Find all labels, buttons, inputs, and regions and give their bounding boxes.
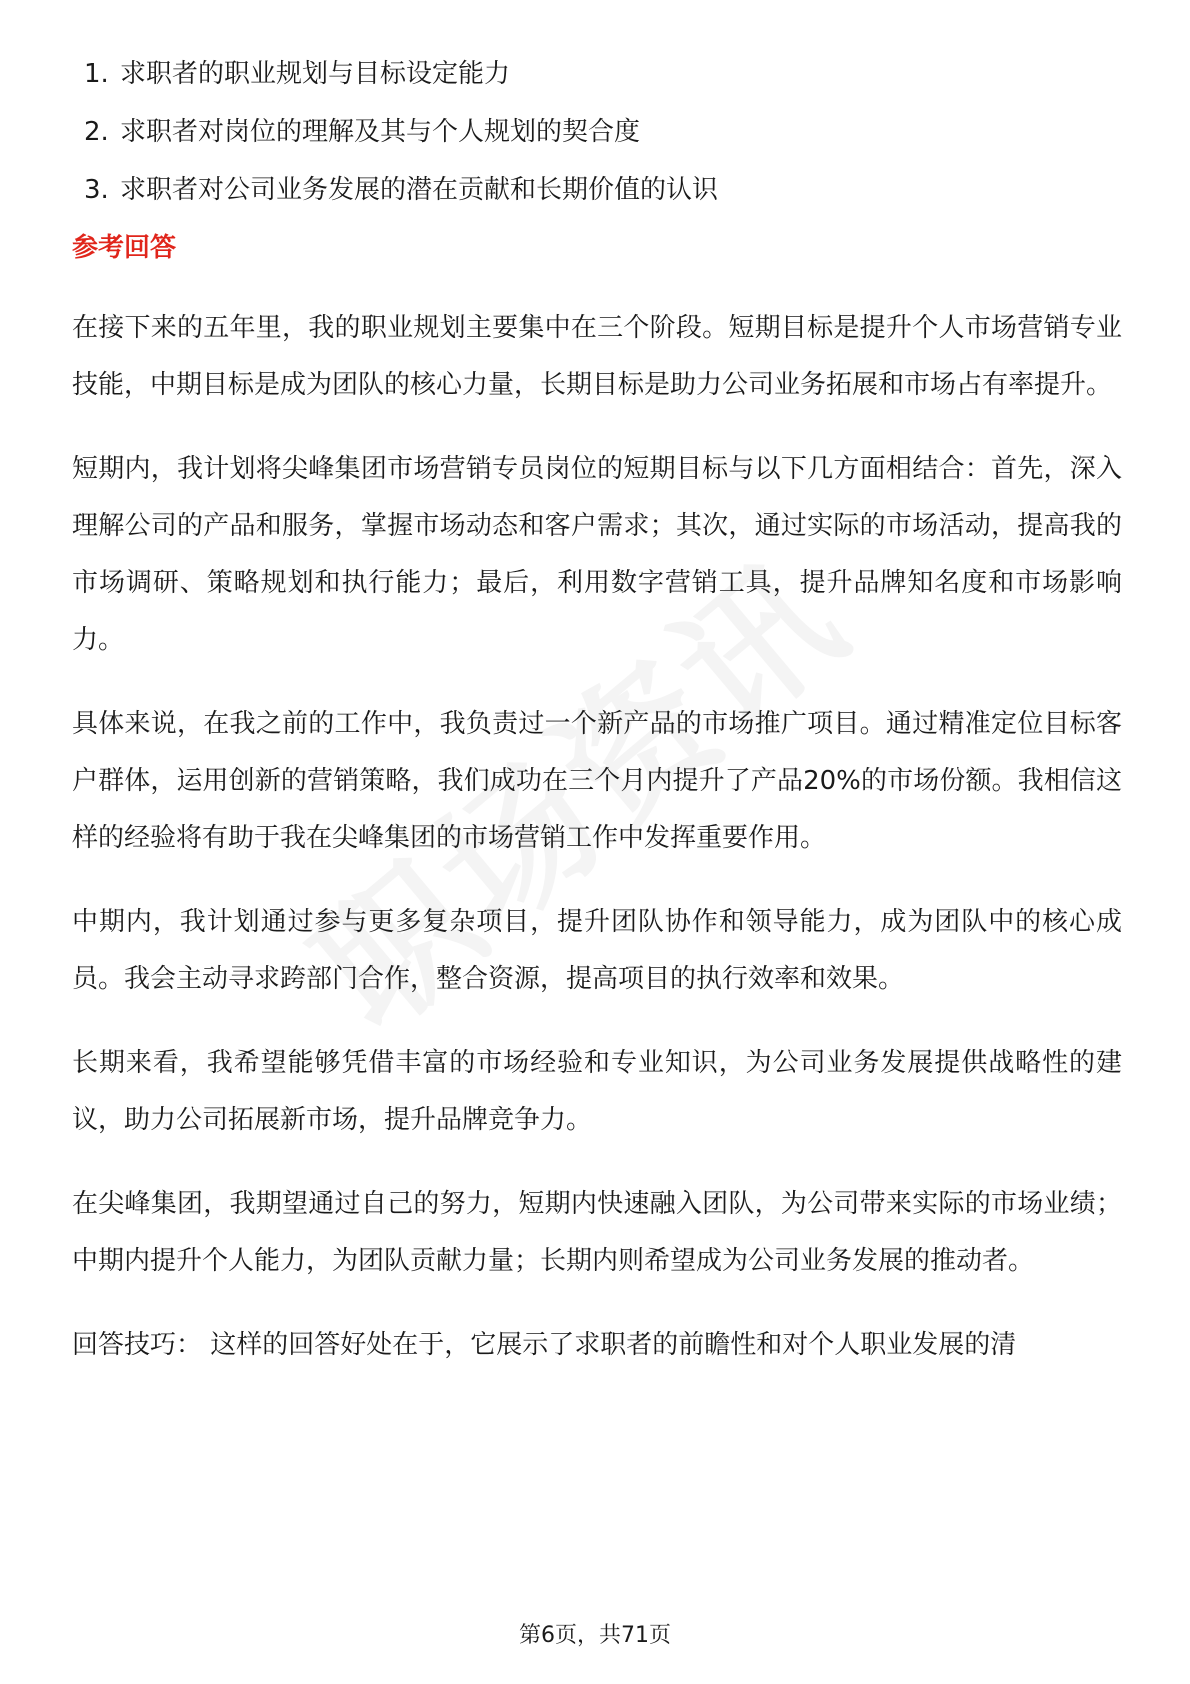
paragraph: 中期内，我计划通过参与更多复杂项目，提升团队协作和领导能力，成为团队中的核心成员。我会主动寻求跨部门合作，整合资源，提高项目的执行效率和效果。 [72,907,1122,994]
answer-tips-paragraph: 回答技巧： 这样的回答好处在于，它展示了求职者的前瞻性和对个人职业发展的清 [72,1330,1017,1360]
document-body [72,58,1122,1401]
list-item [72,58,1122,90]
paragraph: 具体来说，在我之前的工作中，我负责过一个新产品的市场推广项目。通过精准定位目标客户群体，运用创新的营销策略，我们成功在三个月内提升了产品20%的市场份额。我相信这样的经验将有助于我在尖峰集团的市场营销工作中发挥重要作用。 [72,709,1122,853]
paragraph: 长期来看，我希望能够凭借丰富的市场经验和专业知识，为公司业务发展提供战略性的建议，助力公司拓展新市场，提升品牌竞争力。 [72,1048,1122,1135]
list-item [72,174,1122,206]
list-item-text: 求职者对公司业务发展的潜在贡献和长期价值的认识 [120,175,719,205]
list-item-number: 1. [84,59,109,89]
list-item-text: 求职者的职业规划与目标设定能力 [120,59,511,89]
paragraph: 在接下来的五年里，我的职业规划主要集中在三个阶段。短期目标是提升个人市场营销专业技能，中期目标是成为团队的核心力量，长期目标是助力公司业务拓展和市场占有率提升。 [72,313,1122,400]
evaluation-points-list [72,58,1122,206]
list-item-number: 2. [84,117,109,147]
page-footer: 第6页，共71页 [519,1623,671,1648]
paragraph: 短期内，我计划将尖峰集团市场营销专员岗位的短期目标与以下几方面相结合：首先，深入理解公司的产品和服务，掌握市场动态和客户需求；其次，通过实际的市场活动，提高我的市场调研、策略规划和执行能力；最后，利用数字营销工具，提升品牌知名度和市场影响力。 [72,454,1122,655]
list-item-text: 求职者对岗位的理解及其与个人规划的契合度 [120,117,641,147]
paragraph: 在尖峰集团，我期望通过自己的努力，短期内快速融入团队，为公司带来实际的市场业绩；中期内提升个人能力，为团队贡献力量；长期内则希望成为公司业务发展的推动者。 [72,1189,1122,1276]
list-item-number: 3. [84,175,109,205]
list-item [72,116,1122,148]
reference-answer-heading: 参考回答 [72,233,177,263]
